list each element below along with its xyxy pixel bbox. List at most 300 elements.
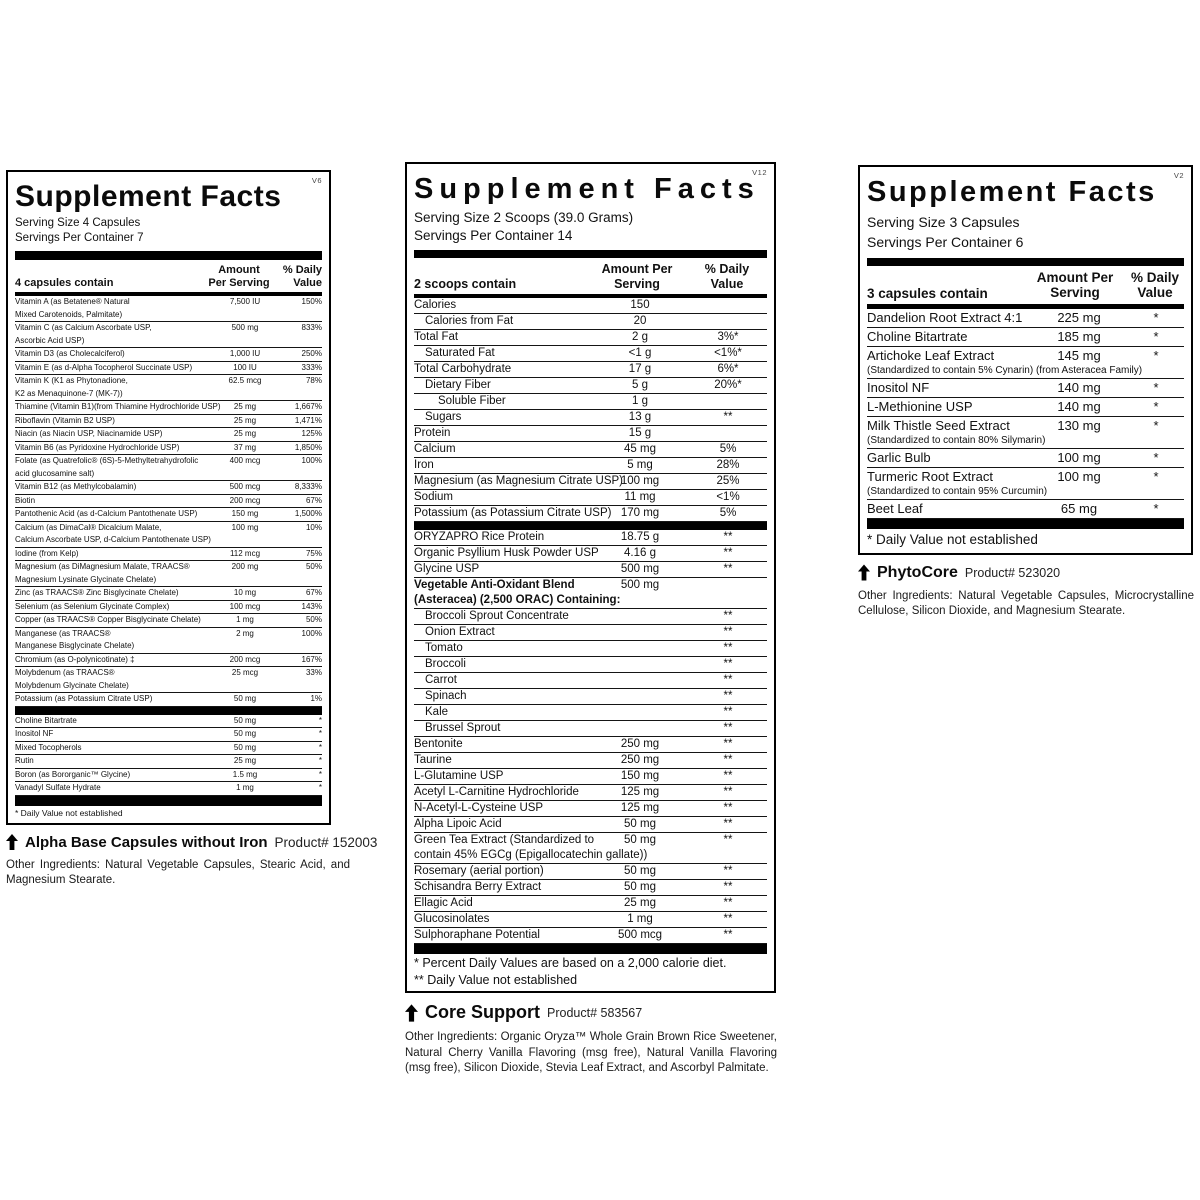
ingredient-name: Selenium (as Selenium Glycinate Complex) (15, 601, 170, 611)
daily-value: * (1153, 417, 1159, 433)
ingredient-name-line2: Magnesium Lysinate Glycinate Chelate) (15, 574, 157, 584)
col-dv-line2: Value (710, 276, 744, 291)
table-row (414, 578, 767, 609)
amount-value: 25 mg (233, 402, 257, 412)
amount-value: 500 mcg (617, 929, 663, 942)
col-amount-line2: Per Serving (208, 276, 270, 289)
servings-per-container: Servings Per Container 6 (867, 234, 1024, 251)
table-row (867, 468, 1184, 500)
daily-value: * (1153, 449, 1159, 465)
table-row (15, 693, 322, 707)
daily-value: * (318, 729, 322, 739)
daily-value: ** (723, 547, 733, 560)
thick-divider (414, 522, 767, 530)
amount-value: 150 mg (620, 770, 660, 783)
ingredient-name: Broccoli (425, 658, 466, 671)
ingredient-name: Biotin (15, 495, 36, 505)
table-row (414, 753, 767, 769)
daily-value: 5% (719, 507, 737, 520)
daily-value: * (318, 769, 322, 779)
daily-value: ** (723, 865, 733, 878)
ingredient-name: Sodium (414, 491, 453, 504)
amount-value: 112 mcg (229, 548, 261, 558)
table-row (15, 442, 322, 456)
table-row (15, 522, 322, 548)
product-footer (6, 833, 378, 889)
daily-value: * (318, 756, 322, 766)
title-area (15, 176, 322, 214)
daily-value: 50% (305, 615, 322, 625)
up-arrow-icon (405, 1004, 418, 1022)
ingredient-name: Rutin (15, 756, 34, 766)
daily-value: 75% (305, 548, 322, 558)
ingredient-name: Potassium (as Potassium Citrate USP) (15, 694, 153, 704)
title-area (414, 168, 767, 206)
daily-value: 167% (301, 654, 322, 664)
table-row (15, 481, 322, 495)
table-row (15, 455, 322, 481)
daily-value: ** (723, 610, 733, 623)
ingredient-name: Magnesium (as Magnesium Citrate USP) (414, 475, 623, 488)
daily-value: ** (723, 674, 733, 687)
table-row (867, 328, 1184, 347)
amount-value: 18.75 g (620, 531, 660, 544)
col-item-header: 3 capsules contain (867, 285, 988, 301)
product-number: Product# 583567 (547, 1005, 643, 1020)
ingredient-name: Glucosinolates (414, 913, 490, 926)
ingredient-name: Vitamin A (as Betatene® Natural (15, 297, 130, 307)
col-dv-header (274, 264, 322, 289)
ingredient-name: Taurine (414, 754, 452, 767)
amount-value: 400 mcg (229, 456, 261, 466)
column-headers (867, 266, 1184, 309)
daily-value: * (318, 742, 322, 752)
ingredient-name: Broccoli Sprout Concentrate (425, 610, 569, 623)
daily-value: ** (723, 834, 733, 847)
daily-value: 1,500% (294, 509, 322, 519)
table-row (414, 362, 767, 378)
ingredient-name-line2: Ascorbic Acid USP) (15, 335, 85, 345)
daily-value: 6%* (717, 363, 739, 376)
product-line (858, 564, 1193, 582)
daily-value: 78% (305, 376, 322, 386)
ingredient-name: Turmeric Root Extract (867, 468, 993, 484)
table-row (414, 801, 767, 817)
amount-value: 1 mg (236, 783, 254, 793)
daily-value: ** (723, 818, 733, 831)
ingredient-name: N-Acetyl-L-Cysteine USP (414, 802, 544, 815)
ingredient-name: Schisandra Berry Extract (414, 881, 542, 894)
ingredient-name: Copper (as TRAACS® Copper Bisglycinate Chelate) (15, 615, 201, 625)
daily-value: 50% (305, 562, 322, 572)
col-dv-line1: % Daily (1130, 269, 1180, 285)
table-row (414, 458, 767, 474)
table-row (867, 309, 1184, 328)
amount-value: 185 mg (1057, 328, 1101, 344)
product-number: Product# 152003 (274, 834, 378, 850)
amount-value: 13 g (628, 411, 652, 424)
amount-value: 100 mg (1057, 468, 1101, 484)
thick-divider (867, 258, 1184, 266)
ingredient-name: Calories (414, 299, 457, 312)
thick-divider (414, 944, 767, 954)
supplement-facts-panel-core-support (405, 162, 776, 1077)
table-row (15, 415, 322, 429)
footnotes (15, 806, 322, 820)
table-row (15, 601, 322, 615)
table-row (414, 378, 767, 394)
ingredient-rows (414, 298, 767, 954)
thick-divider (414, 250, 767, 258)
amount-value: 10 mg (233, 588, 257, 598)
amount-value: 50 mg (233, 729, 257, 739)
daily-value: 1,667% (294, 402, 322, 412)
ingredient-name-line2: acid glucosamine salt) (15, 468, 95, 478)
table-row (15, 628, 322, 654)
table-row (414, 506, 767, 522)
amount-value: 150 mg (231, 509, 259, 519)
ingredient-name: Vitamin B6 (as Pyridoxine Hydrochloride USP) (15, 442, 180, 452)
col-dv-header (1126, 270, 1184, 301)
supplement-facts-panel-phytocore (858, 165, 1193, 620)
panel-title: Supplement Facts (414, 173, 760, 205)
ingredient-name: Inositol NF (15, 729, 54, 739)
panel-title: Supplement Facts (15, 180, 282, 213)
thick-divider (867, 519, 1184, 529)
amount-value: 225 mg (1057, 309, 1101, 325)
table-row (15, 561, 322, 587)
version-label: V2 (1173, 171, 1184, 180)
table-row (15, 667, 322, 693)
table-row (414, 928, 767, 944)
amount-value: 500 mg (620, 563, 660, 576)
table-row (414, 689, 767, 705)
amount-value: 25 mg (233, 415, 257, 425)
col-amount-header (587, 262, 687, 291)
daily-value: 143% (301, 601, 322, 611)
col-item-header: 2 scoops contain (414, 277, 517, 292)
daily-value: ** (723, 738, 733, 751)
ingredient-name: Green Tea Extract (Standardized to (414, 834, 595, 847)
ingredient-name: Alpha Lipoic Acid (414, 818, 502, 831)
col-dv-line2: Value (1137, 285, 1173, 301)
panel-title: Supplement Facts (867, 176, 1157, 208)
daily-value: ** (723, 770, 733, 783)
daily-value: 10% (305, 522, 322, 532)
amount-value: 100 mg (1057, 449, 1101, 465)
amount-value: 50 mg (624, 818, 656, 831)
ingredient-name: Total Fat (414, 331, 459, 344)
daily-value: 333% (301, 362, 322, 372)
amount-value: 125 mg (620, 786, 660, 799)
thick-divider (15, 251, 322, 260)
col-dv-line1: % Daily (704, 262, 750, 277)
amount-value: 140 mg (1057, 398, 1101, 414)
ingredient-name: Riboflavin (Vitamin B2 USP) (15, 415, 115, 425)
daily-value: ** (723, 626, 733, 639)
ingredient-name-line2: (Standardized to contain 80% Silymarin) (867, 434, 1046, 446)
daily-value: * (318, 783, 322, 793)
amount-value: 50 mg (624, 865, 656, 878)
table-row (414, 609, 767, 625)
daily-value: 100% (301, 456, 322, 466)
daily-value: 125% (301, 429, 322, 439)
table-row (414, 346, 767, 362)
amount-value: 500 mcg (229, 482, 261, 492)
ingredient-name: Carrot (425, 674, 457, 687)
amount-value: 100 mcg (229, 601, 261, 611)
daily-value: ** (723, 913, 733, 926)
amount-value: 7,500 IU (229, 297, 261, 307)
product-footer (858, 564, 1193, 620)
ingredient-name: Vitamin C (as Calcium Ascorbate USP, (15, 323, 152, 333)
amount-value: 250 mg (620, 754, 660, 767)
ingredient-name-line2: Manganese Bisglycinate Chelate) (15, 641, 135, 651)
daily-value: 150% (301, 297, 322, 307)
daily-value: 250% (301, 349, 322, 359)
amount-value: 2 mg (236, 628, 254, 638)
table-row (414, 641, 767, 657)
table-row (414, 785, 767, 801)
amount-value: 37 mg (233, 442, 257, 452)
amount-value: 65 mg (1060, 500, 1098, 516)
ingredient-name: Beet Leaf (867, 500, 923, 516)
ingredient-name: Onion Extract (425, 626, 495, 639)
daily-value: * (318, 715, 322, 725)
ingredient-name: Milk Thistle Seed Extract (867, 417, 1010, 433)
daily-value: ** (723, 802, 733, 815)
ingredient-name: Organic Psyllium Husk Powder USP (414, 547, 599, 560)
table-row (15, 742, 322, 756)
other-ingredients: Other Ingredients: Organic Oryza™ Whole Grain Brown Rice Sweetener, Natural Cherry Vanilla Flavoring (msg free), Natural Vanilla Flavoring (msg free), Silicon Dioxide, Stevia Leaf Extract, and Ascorbyl Palmitate. (405, 1031, 777, 1075)
daily-value: * (1153, 468, 1159, 484)
daily-value: 33% (305, 668, 322, 678)
daily-value: ** (723, 706, 733, 719)
amount-value: 200 mg (231, 562, 259, 572)
amount-value: 20 (633, 315, 647, 328)
table-row (414, 896, 767, 912)
amount-value: 500 mg (620, 579, 660, 592)
amount-value: 145 mg (1057, 347, 1101, 363)
table-row (414, 864, 767, 880)
ingredient-name: Bentonite (414, 738, 463, 751)
facts-box (405, 162, 776, 993)
ingredient-name: L-Glutamine USP (414, 770, 504, 783)
table-row (414, 490, 767, 506)
footnote: ** Daily Value not established (414, 972, 578, 987)
col-item-header: 4 capsules contain (15, 277, 114, 290)
ingredient-name: Thiamine (Vitamin B1)(from Thiamine Hydrochloride USP) (15, 402, 221, 412)
table-row (15, 755, 322, 769)
amount-value: 15 g (628, 427, 652, 440)
daily-value: * (1153, 328, 1159, 344)
facts-box (858, 165, 1193, 555)
table-row (15, 614, 322, 628)
table-row (414, 394, 767, 410)
ingredient-name: Vitamin K (K1 as Phytonadione, (15, 376, 128, 386)
table-row (414, 298, 767, 314)
table-row (15, 654, 322, 668)
table-row (414, 410, 767, 426)
amount-value: 1 g (632, 395, 648, 408)
daily-value: 25% (716, 475, 740, 488)
amount-value: 100 mg (620, 475, 660, 488)
footnote: * Daily Value not established (867, 531, 1038, 547)
daily-value: ** (723, 897, 733, 910)
table-row (414, 625, 767, 641)
amount-value: 11 mg (624, 491, 656, 504)
daily-value: * (1153, 398, 1159, 414)
table-row (15, 728, 322, 742)
amount-value: 140 mg (1057, 379, 1101, 395)
daily-value: <1% (716, 491, 740, 504)
footnotes (867, 529, 1184, 550)
ingredient-name-line2: (Asteracea) (2,500 ORAC) Containing: (414, 594, 621, 607)
amount-value: 25 mg (624, 897, 656, 910)
ingredient-name: Calories from Fat (425, 315, 514, 328)
table-row (15, 495, 322, 509)
daily-value: ** (723, 563, 733, 576)
supplement-facts-panel-alpha-base (6, 170, 378, 889)
daily-value: 100% (301, 628, 322, 638)
table-row (414, 817, 767, 833)
ingredient-name: Manganese (as TRAACS® (15, 628, 111, 638)
ingredient-name-line2: (Standardized to contain 95% Curcumin) (867, 485, 1048, 497)
ingredient-name: Acetyl L-Carnitine Hydrochloride (414, 786, 579, 799)
ingredient-name: Iron (414, 459, 434, 472)
product-line (405, 1002, 776, 1023)
table-row (15, 362, 322, 376)
daily-value: ** (723, 690, 733, 703)
product-number: Product# 523020 (964, 565, 1061, 580)
amount-value: 50 mg (624, 834, 656, 847)
ingredient-name: Dietary Fiber (425, 379, 491, 392)
daily-value: ** (723, 929, 733, 942)
amount-value: 1 mg (627, 913, 653, 926)
amount-value: 170 mg (620, 507, 660, 520)
table-row (15, 375, 322, 401)
daily-value: ** (723, 411, 733, 424)
ingredient-rows (15, 296, 322, 806)
ingredient-name: Vanadyl Sulfate Hydrate (15, 783, 101, 793)
amount-value: 50 mg (624, 881, 656, 894)
ingredient-name-line2: Mixed Carotenoids, Palmitate) (15, 309, 123, 319)
ingredient-name: Total Carbohydrate (414, 363, 512, 376)
ingredient-name: Vitamin E (as d-Alpha Tocopherol Succinate USP) (15, 362, 193, 372)
daily-value: 5% (719, 443, 737, 456)
amount-value: 100 IU (233, 362, 257, 372)
table-row (867, 347, 1184, 379)
up-arrow-icon (6, 834, 18, 850)
version-label: V12 (752, 168, 767, 177)
column-headers (15, 260, 322, 296)
ingredient-name: Sulphoraphane Potential (414, 929, 540, 942)
col-amount-line1: Amount Per (1036, 269, 1114, 285)
ingredient-name: Potassium (as Potassium Citrate USP) (414, 507, 612, 520)
ingredient-name: Artichoke Leaf Extract (867, 347, 995, 363)
table-row (414, 880, 767, 896)
ingredient-name: Vegetable Anti-Oxidant Blend (414, 579, 575, 592)
ingredient-name: Folate (as Quatrefolic® (6S)-5-Methyltetrahydrofolic (15, 456, 199, 466)
ingredient-name-line2: Molybdenum Glycinate Chelate) (15, 680, 129, 690)
amount-value: 50 mg (233, 742, 257, 752)
serving-size: Serving Size 2 Scoops (39.0 Grams) (414, 210, 634, 225)
table-row (15, 348, 322, 362)
table-row (414, 546, 767, 562)
column-headers (414, 258, 767, 298)
servings-per-container: Servings Per Container 14 (414, 228, 573, 244)
ingredient-name: Ellagic Acid (414, 897, 473, 910)
table-row (414, 705, 767, 721)
amount-value: 62.5 mcg (228, 376, 262, 386)
ingredient-name: Vitamin D3 (as Cholecalciferol) (15, 349, 125, 359)
ingredient-name: Protein (414, 427, 451, 440)
col-dv-header (687, 262, 767, 291)
daily-value: 1% (310, 694, 322, 704)
other-ingredients: Other Ingredients: Natural Vegetable Capsules, Microcrystalline Cellulose, Silicon Dioxide, and Magnesium Stearate. (858, 589, 1194, 618)
amount-value: 125 mg (620, 802, 660, 815)
serving-info (867, 212, 1184, 253)
other-ingredients: Other Ingredients: Natural Vegetable Capsules, Stearic Acid, and Magnesium Stearate. (6, 858, 350, 887)
daily-value: ** (723, 786, 733, 799)
ingredient-name: Dandelion Root Extract 4:1 (867, 309, 1023, 325)
daily-value: 1,471% (294, 415, 322, 425)
ingredient-name: Rosemary (aerial portion) (414, 865, 544, 878)
ingredient-name: Sugars (425, 411, 462, 424)
daily-value: ** (723, 722, 733, 735)
table-row (414, 721, 767, 737)
table-row (867, 500, 1184, 519)
daily-value: * (1153, 309, 1159, 325)
facts-box (6, 170, 331, 825)
amount-value: 1.5 mg (232, 769, 258, 779)
table-row (414, 314, 767, 330)
ingredient-name: Molybdenum (as TRAACS® (15, 668, 115, 678)
thick-divider (15, 707, 322, 715)
daily-value: * (1153, 347, 1159, 363)
serving-info (414, 209, 767, 245)
table-row (867, 449, 1184, 468)
amount-value: 4.16 g (624, 547, 656, 560)
table-row (414, 562, 767, 578)
table-row (414, 426, 767, 442)
amount-value: 1,000 IU (229, 349, 261, 359)
table-row (15, 782, 322, 796)
ingredient-name: Choline Bitartrate (867, 328, 968, 344)
ingredient-name: Soluble Fiber (438, 395, 506, 408)
footnote: * Percent Daily Values are based on a 2,000 calorie diet. (414, 956, 727, 971)
amount-value: 250 mg (620, 738, 660, 751)
table-row (414, 474, 767, 490)
ingredient-name: Chromium (as O-polynicotinate) ‡ (15, 654, 135, 664)
daily-value: 67% (305, 495, 322, 505)
table-row (414, 330, 767, 346)
product-footer (405, 1002, 776, 1077)
col-dv-line2: Value (293, 276, 322, 289)
ingredient-name: Garlic Bulb (867, 449, 931, 465)
daily-value: * (1153, 500, 1159, 516)
table-row (414, 657, 767, 673)
daily-value: ** (723, 754, 733, 767)
table-row (414, 912, 767, 928)
amount-value: 5 mg (627, 459, 653, 472)
amount-value: 2 g (632, 331, 648, 344)
table-row (15, 769, 322, 783)
daily-value: ** (723, 658, 733, 671)
table-row (15, 322, 322, 348)
table-row (867, 398, 1184, 417)
ingredient-name: Calcium (414, 443, 456, 456)
